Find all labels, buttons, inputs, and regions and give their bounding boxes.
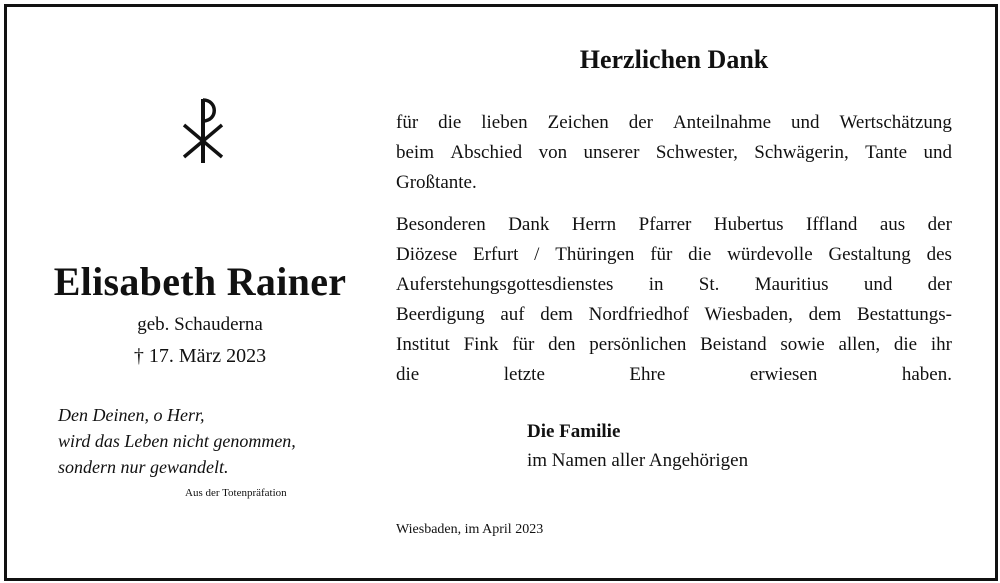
chi-rho-icon	[178, 95, 228, 167]
death-date: † 17. März 2023	[133, 345, 267, 367]
thanks-paragraph-1	[396, 108, 952, 198]
text-line: Beerdigung auf dem Nordfriedhof Wiesbaden, dem Bestattungs-	[396, 304, 952, 325]
thanks-heading: Herzlichen Dank	[579, 45, 769, 74]
place-date: Wiesbaden, im April 2023	[396, 522, 544, 537]
text-line: für die lieben Zeichen der Anteilnahme und Wertschätzung	[396, 112, 952, 133]
thanks-paragraph-2	[396, 210, 952, 390]
text-line: beim Abschied von unserer Schwester, Schwägerin, Tante und	[396, 142, 952, 163]
text-line: Besonderen Dank Herrn Pfarrer Hubertus Iffland aus der	[396, 214, 952, 235]
signature-name: Die Familie	[527, 421, 621, 442]
verse-line: wird das Leben nicht genommen,	[58, 431, 296, 451]
verse-source: Aus der Totenpräfation	[185, 487, 287, 499]
signature-subtitle: im Namen aller Angehörigen	[527, 450, 749, 471]
text-line: Großtante.	[396, 172, 477, 193]
deceased-name: Elisabeth Rainer	[53, 259, 347, 304]
verse-line: sondern nur gewandelt.	[58, 457, 229, 477]
text-line: Diözese Erfurt / Thüringen für die würdevolle Gestaltung des	[396, 244, 952, 265]
birth-name: geb. Schauderna	[137, 314, 263, 335]
text-line: Institut Fink für den persönlichen Beistand sowie allen, die ihr	[396, 334, 952, 355]
verse-line: Den Deinen, o Herr,	[58, 405, 205, 425]
text-line: Auferstehungsgottesdienstes in St. Mauritius und der	[396, 274, 952, 295]
text-line: die letzte Ehre erwiesen haben.	[396, 364, 952, 385]
verse	[58, 402, 358, 480]
